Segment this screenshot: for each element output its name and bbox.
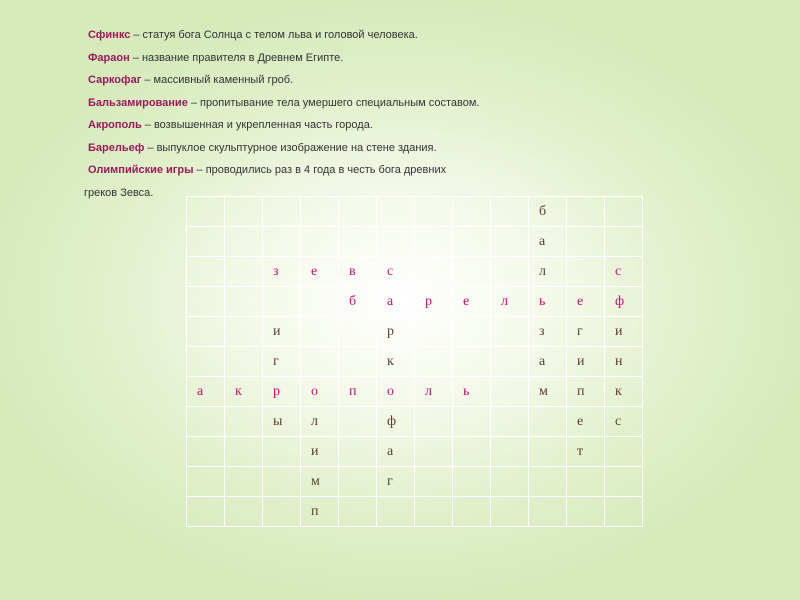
- cell-letter: е: [577, 293, 584, 309]
- grid-cell-empty: [263, 437, 301, 467]
- grid-cell-letter: [567, 347, 605, 377]
- grid-row: [187, 437, 643, 467]
- grid-cell-letter: [415, 287, 453, 317]
- grid-cell-letter: [529, 347, 567, 377]
- grid-cell-letter: [377, 287, 415, 317]
- grid-row: [187, 347, 643, 377]
- grid-cell-empty: [339, 407, 377, 437]
- definition-text: – возвышенная и укрепленная часть города.: [141, 119, 373, 131]
- grid-cell-empty: [225, 347, 263, 377]
- grid-cell-empty: [225, 227, 263, 257]
- grid-cell-empty: [491, 407, 529, 437]
- grid-cell-empty: [187, 227, 225, 257]
- cell-letter: ф: [387, 413, 397, 429]
- grid-cell-empty: [453, 437, 491, 467]
- cell-letter: б: [349, 293, 357, 309]
- grid-cell-empty: [263, 497, 301, 527]
- crossword-grid: [186, 196, 643, 527]
- definition-item: [88, 114, 648, 137]
- cell-letter: о: [387, 383, 394, 399]
- grid-cell-empty: [491, 347, 529, 377]
- grid-row: [187, 197, 643, 227]
- grid-cell-empty: [415, 227, 453, 257]
- grid-cell-letter: [301, 437, 339, 467]
- grid-cell-empty: [225, 317, 263, 347]
- grid-cell-empty: [301, 227, 339, 257]
- definition-term: Сфинкс: [88, 29, 131, 41]
- grid-row: [187, 317, 643, 347]
- grid-cell-empty: [263, 197, 301, 227]
- cell-letter: а: [539, 233, 546, 249]
- grid-cell-letter: [187, 377, 225, 407]
- grid-cell-empty: [225, 497, 263, 527]
- cell-letter: л: [311, 413, 318, 429]
- grid-cell-letter: [605, 317, 643, 347]
- grid-cell-letter: [377, 407, 415, 437]
- grid-cell-empty: [301, 347, 339, 377]
- grid-row: [187, 467, 643, 497]
- definition-item: [88, 24, 648, 47]
- definition-item: [88, 92, 648, 115]
- cell-letter: и: [311, 443, 319, 459]
- cell-letter: е: [463, 293, 470, 309]
- grid-cell-empty: [529, 407, 567, 437]
- grid-row: [187, 407, 643, 437]
- grid-cell-empty: [225, 437, 263, 467]
- cell-letter: е: [311, 263, 318, 279]
- cell-letter: г: [387, 473, 393, 489]
- definition-text: – статуя бога Солнца с телом льва и головой человека.: [130, 29, 418, 41]
- grid-cell-empty: [187, 497, 225, 527]
- grid-cell-empty: [491, 317, 529, 347]
- grid-cell-empty: [453, 257, 491, 287]
- grid-cell-empty: [529, 467, 567, 497]
- cell-letter: ф: [615, 293, 625, 309]
- cell-letter: а: [387, 443, 394, 459]
- grid-row: [187, 257, 643, 287]
- grid-cell-letter: [263, 257, 301, 287]
- grid-cell-empty: [415, 467, 453, 497]
- grid-cell-empty: [187, 317, 225, 347]
- grid-cell-empty: [491, 377, 529, 407]
- grid-cell-empty: [377, 227, 415, 257]
- cell-letter: р: [425, 293, 432, 309]
- cell-letter: л: [501, 293, 508, 309]
- grid-cell-empty: [567, 257, 605, 287]
- cell-letter: к: [615, 383, 622, 399]
- grid-cell-letter: [605, 407, 643, 437]
- cell-letter: п: [349, 383, 357, 399]
- definition-item: [88, 69, 648, 92]
- cell-letter: п: [311, 503, 319, 519]
- cell-letter: б: [539, 203, 547, 219]
- grid-cell-empty: [377, 497, 415, 527]
- grid-cell-empty: [415, 437, 453, 467]
- grid-cell-empty: [339, 467, 377, 497]
- grid-cell-empty: [187, 197, 225, 227]
- grid-cell-letter: [263, 347, 301, 377]
- grid-cell-empty: [453, 197, 491, 227]
- grid-cell-empty: [225, 257, 263, 287]
- grid-cell-letter: [263, 317, 301, 347]
- definition-item: [88, 159, 648, 182]
- cell-letter: ь: [539, 293, 546, 309]
- cell-letter: а: [387, 293, 394, 309]
- definition-text: – массивный каменный гроб.: [141, 74, 294, 86]
- grid-cell-empty: [301, 197, 339, 227]
- grid-cell-empty: [491, 497, 529, 527]
- definition-text: – выпуклое скульптурное изображение на стене здания.: [144, 141, 437, 154]
- grid-row: [187, 227, 643, 257]
- definition-text: – проводились раз в 4 года в честь бога древних: [193, 164, 447, 176]
- grid-cell-empty: [605, 197, 643, 227]
- grid-cell-empty: [567, 197, 605, 227]
- grid-cell-letter: [377, 347, 415, 377]
- grid-cell-letter: [415, 377, 453, 407]
- grid-cell-empty: [491, 227, 529, 257]
- grid-cell-empty: [491, 257, 529, 287]
- grid-cell-empty: [491, 467, 529, 497]
- grid-cell-letter: [567, 407, 605, 437]
- cell-letter: т: [577, 443, 584, 459]
- grid-cell-empty: [453, 227, 491, 257]
- grid-cell-letter: [529, 317, 567, 347]
- grid-cell-empty: [415, 317, 453, 347]
- definition-term: Фараон: [88, 51, 130, 64]
- grid-cell-empty: [263, 227, 301, 257]
- grid-cell-empty: [187, 467, 225, 497]
- definition-item: [88, 137, 648, 160]
- grid-cell-empty: [339, 437, 377, 467]
- grid-cell-letter: [377, 467, 415, 497]
- grid-cell-empty: [187, 347, 225, 377]
- definition-term: Саркофаг: [88, 74, 142, 86]
- definition-text: – пропитывание тела умершего специальным составом.: [187, 96, 480, 109]
- grid-cell-empty: [187, 407, 225, 437]
- grid-cell-empty: [453, 317, 491, 347]
- grid-cell-letter: [301, 467, 339, 497]
- grid-cell-empty: [263, 287, 301, 317]
- grid-cell-letter: [339, 377, 377, 407]
- grid-cell-empty: [453, 467, 491, 497]
- grid-cell-letter: [377, 257, 415, 287]
- grid-cell-letter: [225, 377, 263, 407]
- grid-cell-empty: [415, 347, 453, 377]
- grid-cell-letter: [567, 437, 605, 467]
- grid-cell-letter: [453, 377, 491, 407]
- grid-cell-empty: [605, 467, 643, 497]
- grid-cell-letter: [491, 287, 529, 317]
- grid-cell-empty: [491, 197, 529, 227]
- grid-cell-empty: [415, 407, 453, 437]
- grid-cell-letter: [453, 287, 491, 317]
- grid-cell-letter: [377, 437, 415, 467]
- grid-cell-empty: [339, 227, 377, 257]
- definition-item: [88, 47, 648, 70]
- cell-letter: м: [539, 383, 548, 399]
- cell-letter: р: [273, 383, 280, 399]
- cell-letter: и: [273, 323, 281, 339]
- grid-cell-empty: [529, 437, 567, 467]
- cell-letter: п: [577, 383, 585, 399]
- cell-letter: з: [273, 263, 279, 279]
- definition-term: Акрополь: [88, 119, 142, 131]
- grid-cell-empty: [377, 197, 415, 227]
- grid-cell-empty: [415, 257, 453, 287]
- grid-cell-letter: [263, 407, 301, 437]
- cell-letter: а: [197, 383, 204, 399]
- grid-cell-letter: [529, 377, 567, 407]
- cell-letter: с: [615, 413, 622, 429]
- grid-cell-letter: [377, 377, 415, 407]
- cell-letter: и: [615, 323, 623, 339]
- grid-cell-empty: [301, 287, 339, 317]
- cell-letter: л: [425, 383, 432, 399]
- grid-cell-letter: [301, 257, 339, 287]
- grid-cell-empty: [453, 347, 491, 377]
- definitions-list: [84, 24, 648, 204]
- cell-letter: р: [387, 323, 394, 339]
- grid-cell-letter: [605, 377, 643, 407]
- grid-cell-empty: [339, 347, 377, 377]
- grid-cell-empty: [225, 467, 263, 497]
- cell-letter: в: [349, 263, 356, 279]
- grid-cell-letter: [301, 497, 339, 527]
- grid-cell-letter: [377, 317, 415, 347]
- cell-letter: н: [615, 353, 623, 369]
- definition-continuation: греков Зевса.: [84, 186, 154, 199]
- grid-cell-empty: [339, 197, 377, 227]
- cell-letter: и: [577, 353, 585, 369]
- grid-cell-letter: [567, 287, 605, 317]
- grid-cell-letter: [301, 377, 339, 407]
- cell-letter: л: [539, 263, 546, 279]
- grid-cell-empty: [567, 497, 605, 527]
- grid-cell-empty: [567, 467, 605, 497]
- grid-cell-empty: [301, 317, 339, 347]
- grid-row: [187, 377, 643, 407]
- cell-letter: г: [273, 353, 279, 369]
- grid-cell-empty: [491, 437, 529, 467]
- grid-cell-letter: [567, 317, 605, 347]
- grid-cell-empty: [263, 467, 301, 497]
- grid-cell-empty: [415, 497, 453, 527]
- grid-cell-letter: [567, 377, 605, 407]
- grid-cell-empty: [605, 227, 643, 257]
- grid-cell-letter: [339, 287, 377, 317]
- grid-cell-empty: [225, 407, 263, 437]
- grid-cell-empty: [225, 287, 263, 317]
- grid-cell-empty: [605, 497, 643, 527]
- grid-cell-letter: [301, 407, 339, 437]
- grid-row: [187, 497, 643, 527]
- grid-cell-letter: [263, 377, 301, 407]
- cell-letter: а: [539, 353, 546, 369]
- grid-cell-empty: [453, 497, 491, 527]
- cell-letter: з: [539, 323, 545, 339]
- cell-letter: е: [577, 413, 584, 429]
- cell-letter: ы: [273, 413, 283, 429]
- grid-cell-letter: [529, 287, 567, 317]
- cell-letter: м: [311, 473, 320, 489]
- grid-cell-empty: [225, 197, 263, 227]
- grid-cell-letter: [605, 347, 643, 377]
- grid-cell-empty: [529, 497, 567, 527]
- grid-cell-empty: [187, 437, 225, 467]
- cell-letter: к: [235, 383, 242, 399]
- grid-cell-empty: [339, 317, 377, 347]
- cell-letter: ь: [463, 383, 470, 399]
- grid-cell-empty: [453, 407, 491, 437]
- cell-letter: г: [577, 323, 583, 339]
- cell-letter: к: [387, 353, 394, 369]
- grid-cell-letter: [339, 257, 377, 287]
- grid-cell-empty: [415, 197, 453, 227]
- grid-cell-letter: [529, 257, 567, 287]
- grid-cell-letter: [605, 257, 643, 287]
- definition-term: Олимпийские игры: [88, 164, 194, 176]
- cell-letter: с: [387, 263, 394, 279]
- definition-term: Барельеф: [88, 141, 145, 154]
- grid-cell-letter: [529, 197, 567, 227]
- cell-letter: о: [311, 383, 318, 399]
- cell-letter: с: [615, 263, 622, 279]
- grid-cell-empty: [567, 227, 605, 257]
- grid-cell-letter: [529, 227, 567, 257]
- grid-cell-empty: [187, 257, 225, 287]
- grid-row: [187, 287, 643, 317]
- grid-cell-empty: [187, 287, 225, 317]
- definition-text: – название правителя в Древнем Египте.: [129, 51, 344, 64]
- grid-cell-empty: [605, 437, 643, 467]
- definition-term: Бальзамирование: [88, 96, 188, 109]
- grid-cell-empty: [339, 497, 377, 527]
- grid-cell-letter: [605, 287, 643, 317]
